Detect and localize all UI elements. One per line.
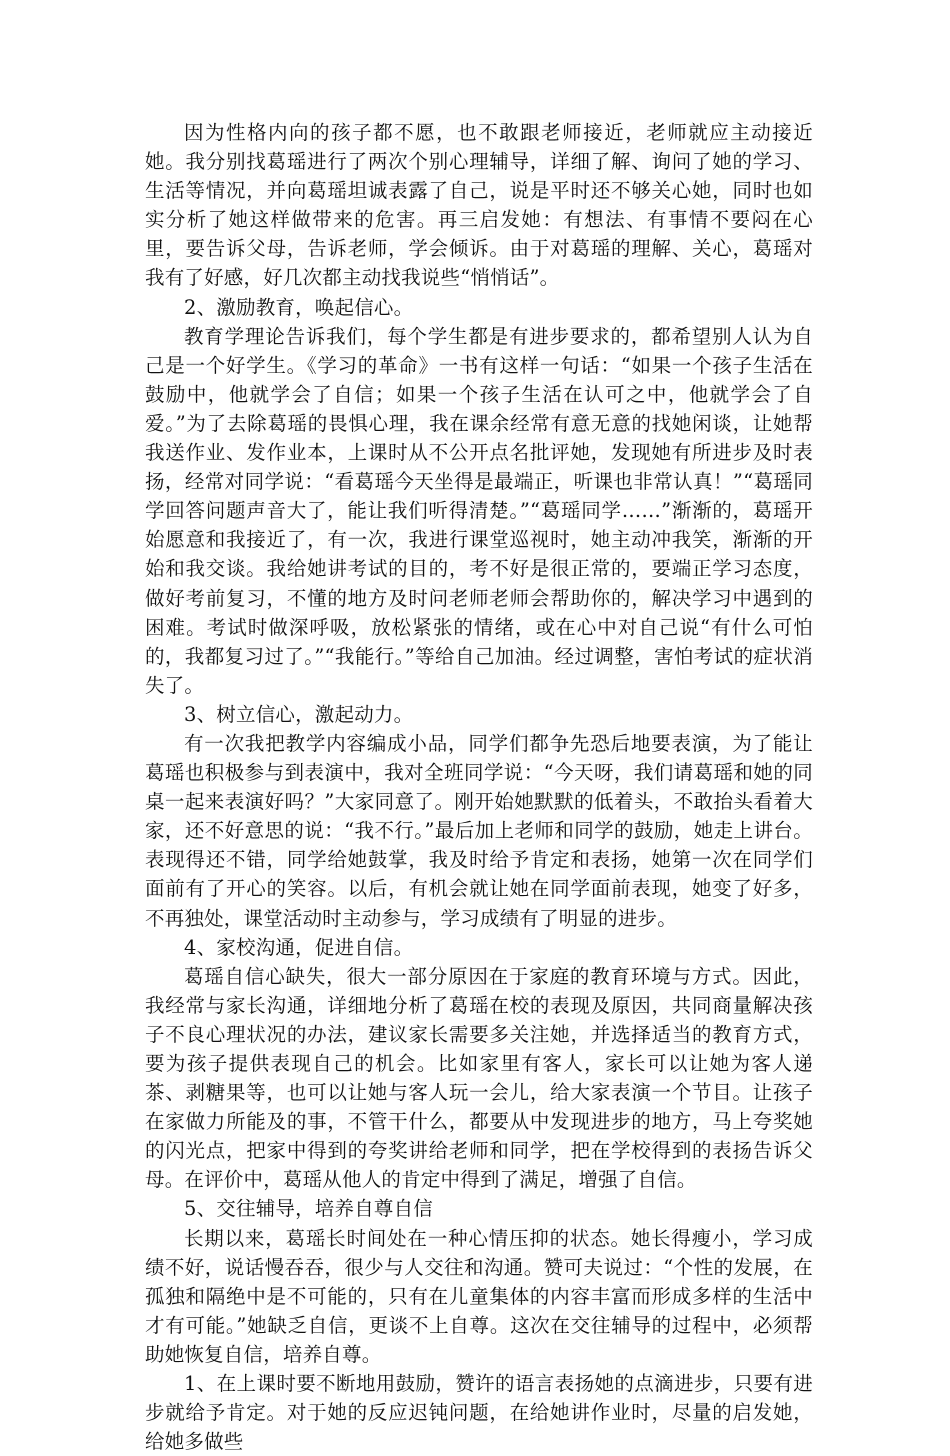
section-heading-4: 4、家校沟通，促进自信。 bbox=[184, 935, 414, 959]
section-heading-5: 5、交往辅导，培养自尊自信 bbox=[184, 1197, 434, 1221]
paragraph-home-school: 葛瑶自信心缺失，很大一部分原因在于家庭的教育环境与方式。因此，我经常与家长沟通，详细地分析了葛瑶在校的表现及原因，共同商量解决孩子不良心理状况的办法，建议家长需要多关注她，并选择适当的教育方式，要为孩子提供表现自己的机会。比如家里有客人，家长可以让她为客人递茶、剥糖果等，也可以让她与客人玩一会儿，给大家表演一个节目。让孩子在家做力所能及的事，不管干什么，都要从中发现进步的地方，马上夸奖她的闪光点，把家中得到的夸奖讲给老师和同学，把在学校得到的表扬告诉父母。在评价中，葛瑶从他人的肯定中得到了满足，增强了自信。 bbox=[145, 964, 813, 1192]
section-heading-3: 3、树立信心，激起动力。 bbox=[184, 702, 414, 726]
paragraph-listening: 因为性格内向的孩子都不愿，也不敢跟老师接近，老师就应主动接近她。我分别找葛瑶进行了两次个别心理辅导，详细了解、询问了她的学习、生活等情况，并向葛瑶坦诚表露了自己，说是平时还不够关心她，同时也如实分析了她这样做带来的危害。再三启发她：有想法、有事情不要闷在心里，要告诉父母，告诉老师，学会倾诉。由于对葛瑶的理解、关心，葛瑶对我有了好感，好几次都主动找我说些“悄悄话”。 bbox=[145, 121, 813, 290]
paragraph-performance: 有一次我把教学内容编成小品，同学们都争先恐后地要表演，为了能让葛瑶也积极参与到表演中，我对全班同学说：“今天呀，我们请葛瑶和她的同桌一起来表演好吗？”大家同意了。刚开始她默默的低着头，不敢抬头看着大家，还不好意思的说：“我不行。”最后加上老师和同学的鼓励，她走上讲台。表现得还不错，同学给她鼓掌，我及时给予肯定和表扬，她第一次在同学们面前有了开心的笑容。以后，有机会就让她在同学面前表现，她变了好多，不再独处，课堂活动时主动参与，学习成绩有了明显的进步。 bbox=[145, 731, 813, 930]
paragraph-encouragement: 教育学理论告诉我们，每个学生都是有进步要求的，都希望别人认为自己是一个好学生。《学习的革命》一书有这样一句话：“如果一个孩子生活在鼓励中，他就学会了自信；如果一个孩子生活在认可之中，他就学会了自爱。”为了去除葛瑶的畏惧心理，我在课余经常有意无意的找她闲谈，让她帮我送作业、发作业本，上课时从不公开点名批评她，发现她有所进步及时表扬，经常对同学说：“看葛瑶今天坐得是最端正，听课也非常认真！”“葛瑶同学回答问题声音大了，能让我们听得清楚。”“葛瑶同学……”渐渐的，葛瑶开始愿意和我接近了，有一次，我进行课堂巡视时，她主动冲我笑，渐渐的开始和我交谈。我给她讲考试的目的，考不好是很正常的，要端正学习态度，做好考前复习，不懂的地方及时问老师老师会帮助你的，解决学习中遇到的困难。考试时做深呼吸，放松紧张的情绪，或在心中对自己说“有什么可怕的，我都复习过了。”“我能行。”等给自己加油。经过调整，害怕考试的症状消失了。 bbox=[145, 324, 813, 697]
document-page bbox=[145, 118, 813, 1456]
paragraph-social: 长期以来，葛瑶长时间处在一种心情压抑的状态。她长得瘦小，学习成绩不好，说话慢吞吞，很少与人交往和沟通。赞可夫说过：“个性的发展，在孤独和隔绝中是不可能的，只有在儿童集体的内容丰富而形成多样的生活中才有可能。”她缺乏自信，更谈不上自尊。这次在交往辅导的过程中，必须帮助她恢复自信，培养自尊。 bbox=[145, 1226, 813, 1366]
paragraph-classroom-praise: 1、在上课时要不断地用鼓励，赞许的语言表扬她的点滴进步，只要有进步就给予肯定。对于她的反应迟钝问题，在给她讲作业时，尽量的启发她，给她多做些 bbox=[145, 1372, 813, 1454]
section-heading-2: 2、激励教育，唤起信心。 bbox=[184, 295, 414, 319]
